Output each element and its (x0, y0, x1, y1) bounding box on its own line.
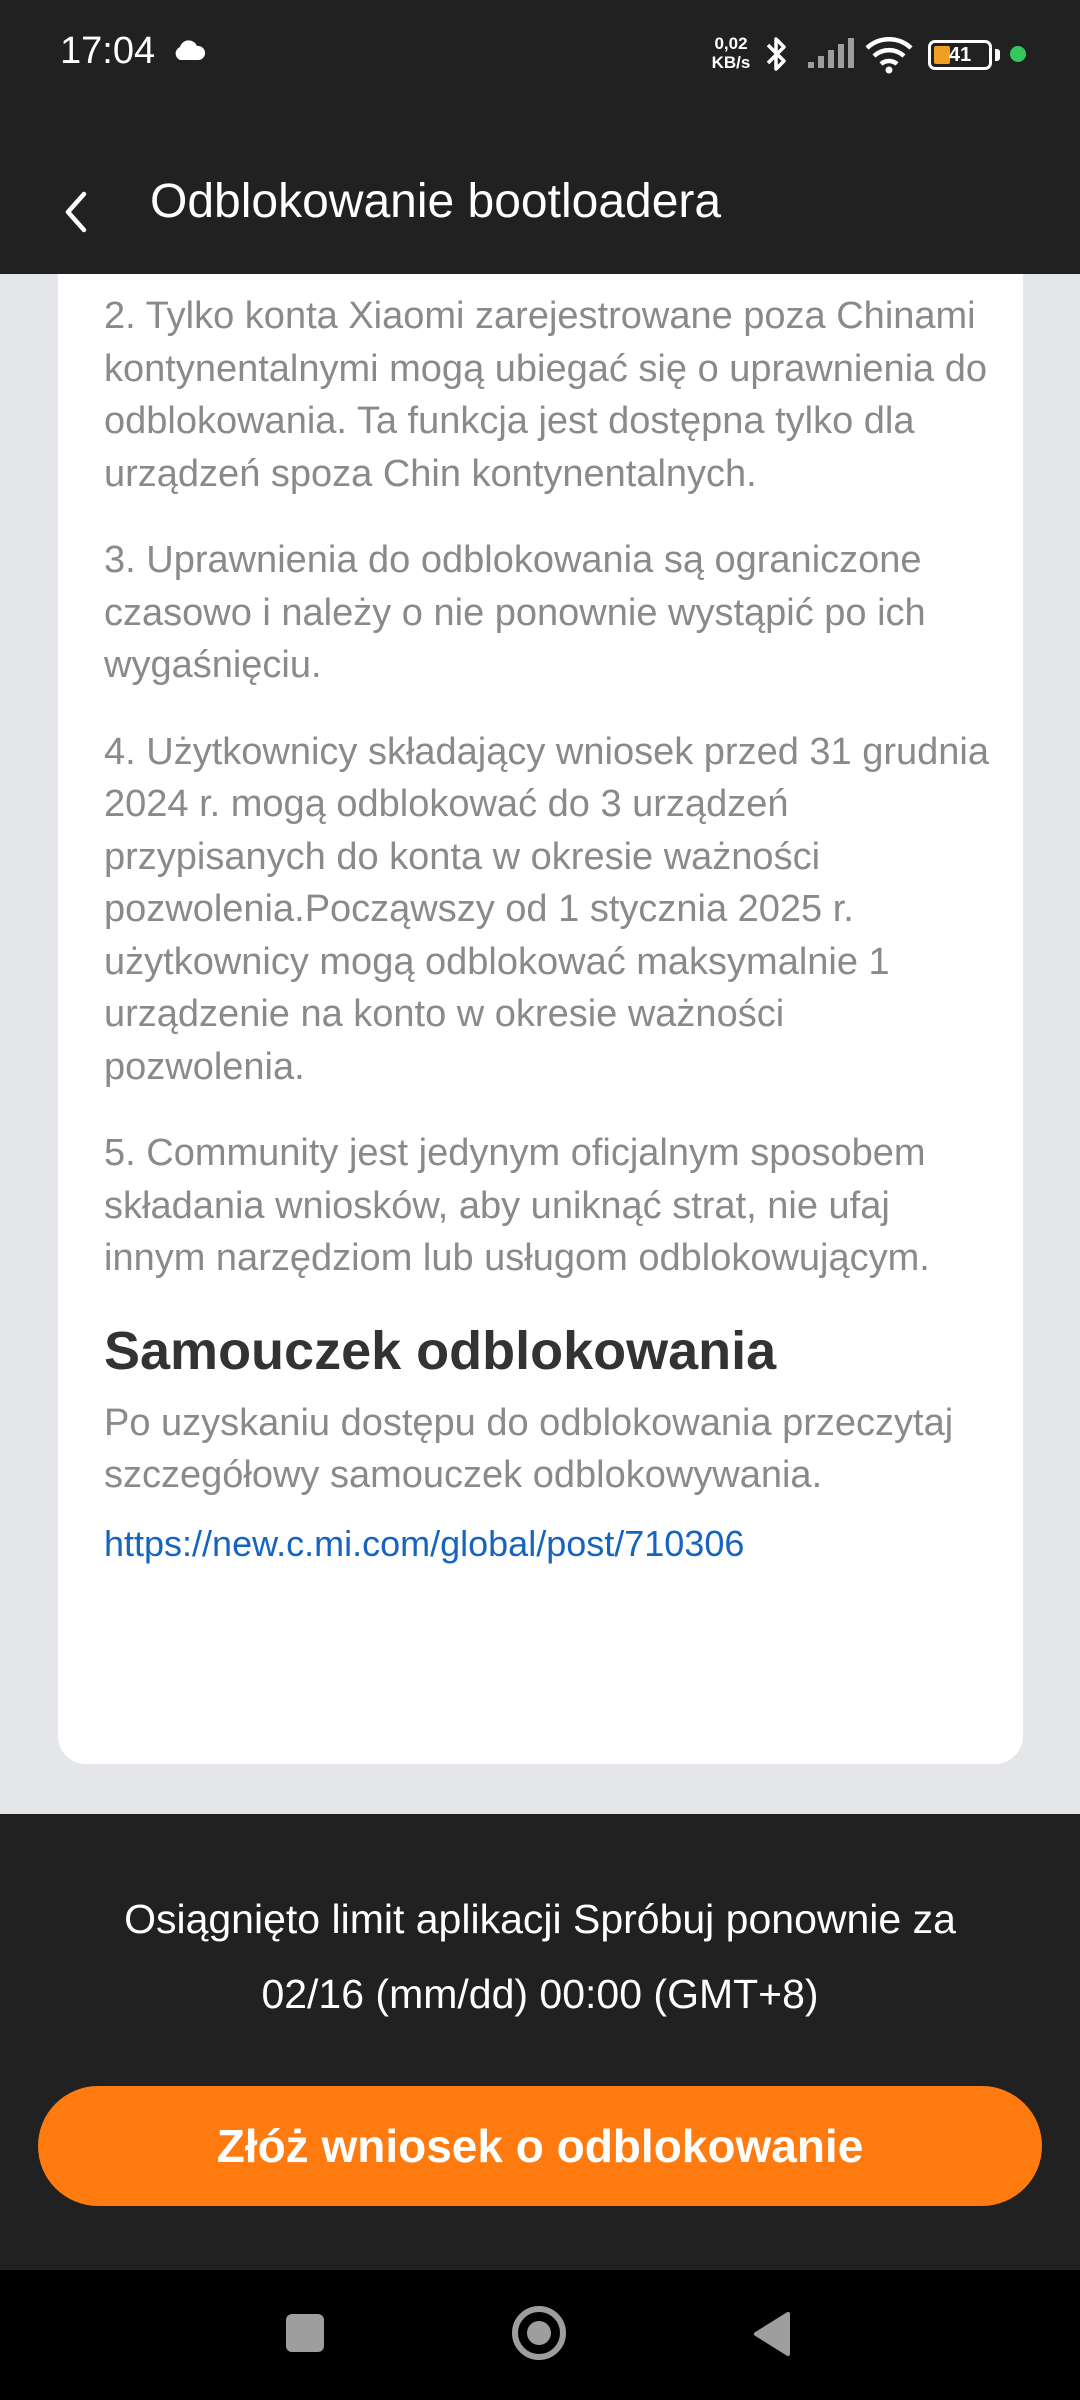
bluetooth-icon (762, 34, 792, 79)
cloud-icon (172, 40, 206, 67)
chevron-left-icon (56, 182, 104, 242)
apply-unlock-button[interactable]: Złóż wniosek o odblokowanie (38, 2086, 1042, 2206)
battery-level: 41 (948, 44, 972, 66)
rule-paragraph-2: 2. Tylko konta Xiaomi zarejestrowane poza Chinami kontynentalnymi mogą ubiegać się o uprawnienia do odblokowania. Ta funkcja jest dostępna tylko dla urządzeń spoza Chin kontynentalnych. (104, 295, 987, 495)
battery-icon (928, 40, 992, 70)
card-inner (104, 290, 994, 1570)
network-speed-value: 0,02 (714, 34, 748, 53)
info-card (58, 274, 1023, 1764)
app-header (0, 110, 1080, 274)
tutorial-link[interactable]: https://new.c.mi.com/global/post/710306 (104, 1522, 745, 1564)
back-icon[interactable] (752, 2310, 792, 2363)
tutorial-heading: Samouczek odblokowania (104, 1320, 777, 1381)
rule-paragraph-3: 3. Uprawnienia do odblokowania są ograniczone czasowo i należy o nie ponownie wystąpić po ich wygaśnięciu. (104, 539, 926, 686)
content-scroll-area[interactable] (0, 274, 1080, 1814)
status-time: 17:04 (60, 30, 156, 72)
tutorial-text: Po uzyskaniu dostępu do odblokowania przeczytaj szczegółowy samouczek odblokowywania. (104, 1401, 954, 1496)
page-title: Odblokowanie bootloadera (150, 175, 722, 228)
limit-message (40, 1882, 1040, 2032)
limit-message-line-1: Osiągnięto limit aplikacji Spróbuj ponownie za (124, 1896, 956, 1942)
recent-apps-icon[interactable] (286, 2314, 324, 2352)
system-nav-bar (0, 2270, 1080, 2400)
network-speed-unit: KB/s (711, 53, 751, 72)
back-button[interactable] (56, 182, 104, 242)
home-icon[interactable] (512, 2306, 566, 2360)
privacy-indicator-dot (1010, 46, 1026, 62)
rule-paragraph-4: 4. Użytkownicy składający wniosek przed 31 grudnia 2024 r. mogą odblokować do 3 urządzeń przypisanych do konta w okresie ważności pozwolenia.Począwszy od 1 stycznia 2025 r. użytkownicy mogą odblokować maksymalnie 1 urządzenie na konto w okresie ważności pozwolenia. (104, 730, 989, 1088)
signal-icon (806, 38, 854, 75)
limit-message-line-2: 02/16 (mm/dd) 00:00 (GMT+8) (261, 1971, 819, 2017)
rule-paragraph-5: 5. Community jest jedynym oficjalnym sposobem składania wniosków, aby uniknąć strat, nie ufaj innym narzędziom lub usługom odblokowującym. (104, 1132, 930, 1279)
wifi-icon (864, 34, 914, 79)
battery-tip (995, 49, 1000, 61)
home-icon-dot (527, 2321, 551, 2345)
footer (0, 1814, 1080, 2270)
network-speed (708, 34, 754, 72)
status-bar (0, 0, 1080, 110)
